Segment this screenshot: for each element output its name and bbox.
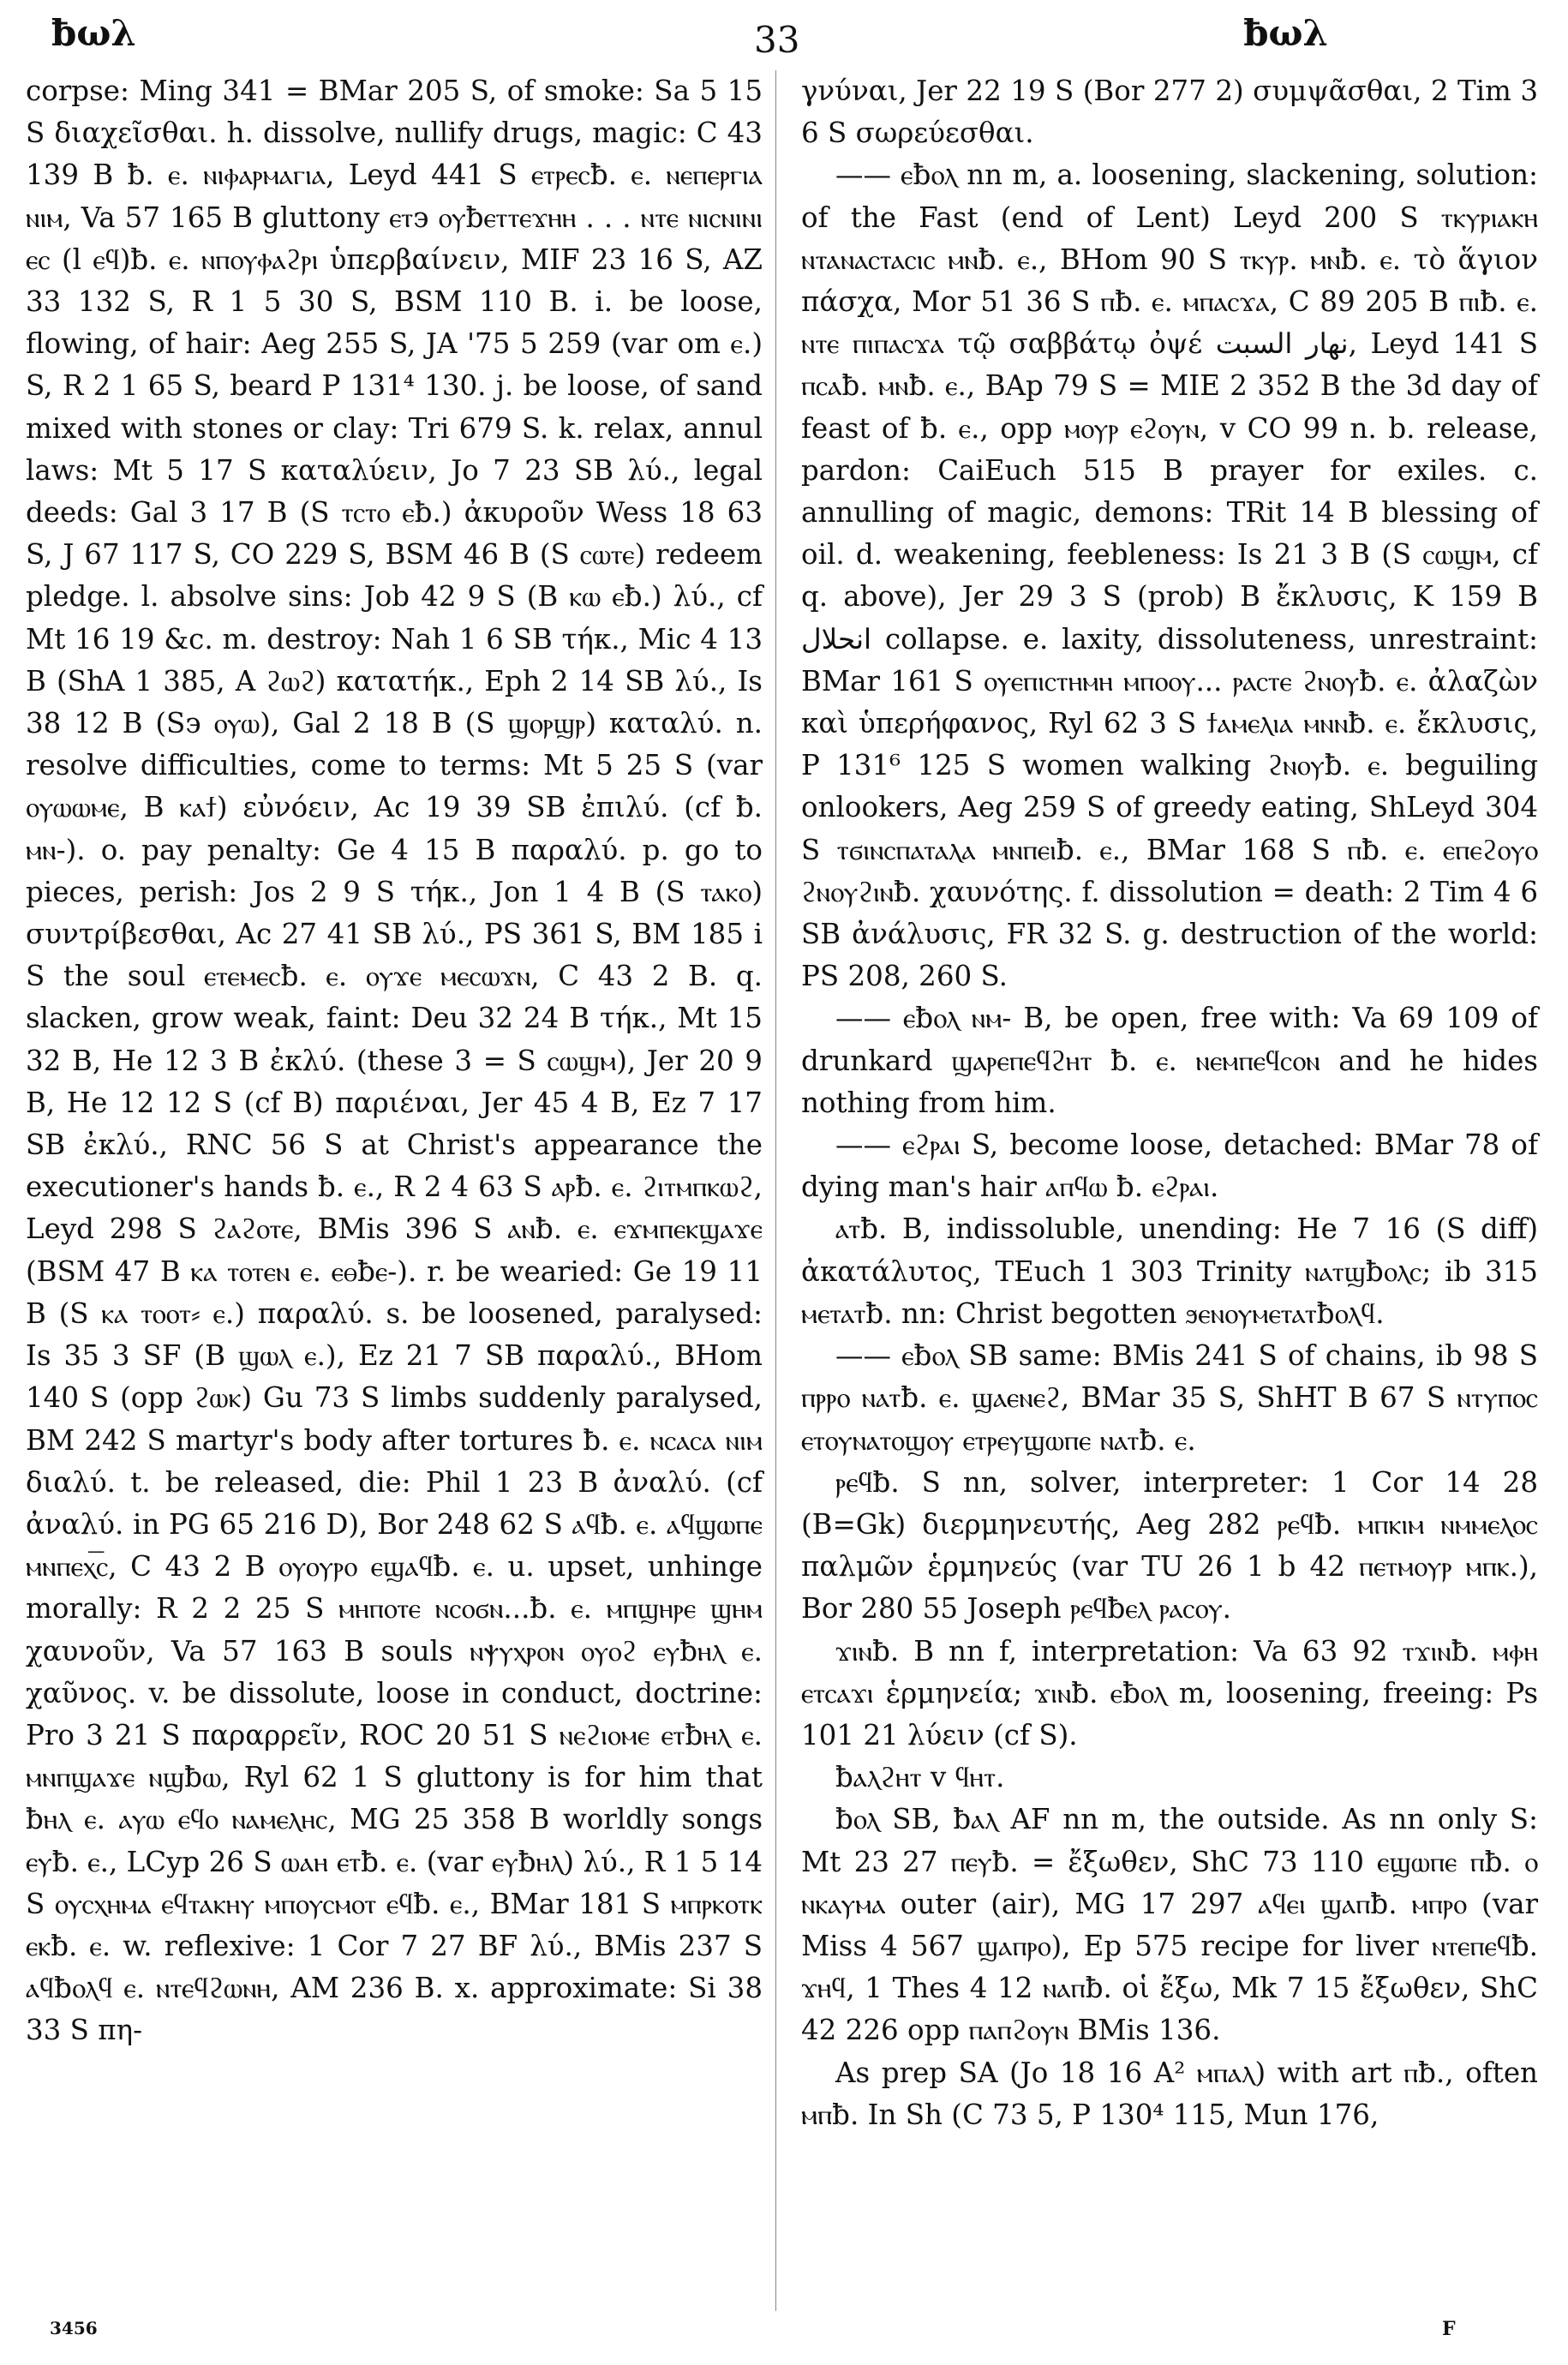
left-running-headword: ƀωλ — [51, 12, 136, 54]
entry-bol: ƀⲟⲗ SB, ƀⲁⲗ AF nn m, the outside. As nn only S: Mt 23 27 ⲡⲉⲩƀ. = ἔξωθεν, ShC 73 110 ⲉϣⲱⲡⲉ ⲡƀ. ⲟ ⲛⲕⲁⲩⲙⲁ outer (air), MG 17 297 ⲁϥⲉⲓ ϣⲁⲡƀ. ⲙⲡⲣⲟ (var Miss 4 567 ϣⲁⲡⲣⲟ), Ep 575 recipe for liver ⲛⲧⲉⲡⲉϥƀ. ϫⲏϥ, 1 Thes 4 12 ⲛⲁⲡƀ. οἱ ἔξω, Mk 7 15 ἔξωθεν, ShC 42 226 opp ⲡⲁⲡϩⲟⲩⲛ BMis 136. — [801, 1803, 1538, 2047]
page-header — [0, 12, 1568, 63]
entry-ehrai: —— ⲉϩⲣⲁⲓ S, become loose, detached: BMar 78 of dying man's hair ⲁⲡϥⲱ ƀ. ⲉϩⲣⲁⲓ. — [801, 1129, 1538, 1204]
left-column-paragraph: corpse: Ming 341 = BMar 205 S, of smoke: Sa 5 15 S διαχεῖσθαι. h. dissolve, nullify drugs, magic: C 43 139 B ƀ. ⲉ. ⲛⲓⲫⲁⲣⲙⲁⲅⲓⲁ, Leyd 441 S ⲉⲧⲣⲉⲥƀ. ⲉ. ⲛⲉⲡⲉⲣⲅⲓⲁ ⲛⲓⲙ, Va 57 165 B gluttony ⲉⲧ϶ ⲟⲩƀⲉⲧⲧⲉϫⲏⲏ . . . ⲛⲧⲉ ⲛⲓⲥⲛⲓⲛⲓ ⲉⲥ (l ⲉϥ)ƀ. ⲉ. ⲛⲡⲟⲩⲫⲁϩⲣⲓ ὑπερβαίνειν, MIF 23 16 S, AZ 33 132 S, R 1 5 30 S, BSM 110 B. i. be loose, flowing, of hair: Aeg 255 S, JA '75 5 259 (var om ⲉ.) S, R 2 1 65 S, beard P 131⁴ 130. j. be loose, of sand mixed with stones or clay: Tri 679 S. k. relax, annul laws: Mt 5 17 S καταλύειν, Jo 7 23 SB λύ., legal deeds: Gal 3 17 B (S ⲧⲥⲧⲟ ⲉƀ.) ἀκυροῦν Wess 18 63 S, J 67 117 S, CO 229 S, BSM 46 B (S ⲥⲱⲧⲉ) redeem pledge. l. absolve sins: Job 42 9 S (B ⲕⲱ ⲉƀ.) λύ., cf Mt 16 19 &c. m. destroy: Nah 1 6 SB τήκ., Mic 4 13 B (ShA 1 385, A ϩⲱϩ) κατατήκ., Eph 2 14 SB λύ., Is 38 12 B (S϶ ⲟⲩⲱ), Gal 2 18 B (S ϣⲟⲣϣⲣ) καταλύ. n. resolve difficulties, come to terms: Mt 5 25 S (var ⲟⲩⲱⲱⲙⲉ, B ⲕⲁϯ) εὐνόειν, Ac 19 39 SB ἐπιλύ. (cf ƀ. ⲙⲛ-). o. pay penalty: Ge 4 15 B παραλύ. p. go to pieces, perish: Jos 2 9 S τήκ., Jon 1 4 B (S ⲧⲁⲕⲟ) συντρίβεσθαι, Ac 27 41 SB λύ., PS 361 S, BM 185 i S the soul ⲉⲧⲉⲙⲉⲥƀ. ⲉ. ⲟⲩϫⲉ ⲙⲉⲥⲱϫⲛ, C 43 2 B. q. slacken, grow weak, faint: Deu 32 24 B τήκ., Mt 15 32 B, He 12 3 B ἐκλύ. (these 3 = S ⲥⲱϣⲙ), Jer 20 9 B, He 12 12 S (cf B) παριέναι, Jer 45 4 B, Ez 7 17 SB ἐκλύ., RNC 56 S at Christ's appearance the executioner's hands ƀ. ⲉ., R 2 4 63 S ⲁⲣƀ. ⲉ. ϩⲓⲧⲙⲡⲕⲱϩ, Leyd 298 S ϩⲁϩⲟⲧⲉ, BMis 396 S ⲁⲛƀ. ⲉ. ⲉϫⲙⲡⲉⲕϣⲁϫⲉ (BSM 47 B ⲕⲁ ⲧⲟⲧⲉⲛ ⲉ. ⲉⲑƀⲉ-). r. be wearied: Ge 19 11 B (S ⲕⲁ ⲧⲟⲟⲧ⸗ ⲉ.) παραλύ. s. be loosened, paralysed: Is 35 3 SF (B ϣⲱⲗ ⲉ.), Ez 21 7 SB παραλύ., BHom 140 S (opp ϩⲱⲕ) Gu 73 S limbs suddenly paralysed, BM 242 S martyr's body after tortures ƀ. ⲉ. ⲛⲥⲁⲥⲁ ⲛⲓⲙ διαλύ. t. be released, die: Phil 1 23 B ἀναλύ. (cf ἀναλύ. in PG 65 216 D), Bor 248 62 S ⲁϥƀ. ⲉ. ⲁϥϣⲱⲡⲉ ⲙⲛⲡⲉⲭ͞ⲥ, C 43 2 B ⲟⲩⲟⲩⲣⲟ ⲉϣⲁϥƀ. ⲉ. u. upset, unhinge morally: R 2 2 25 S ⲙⲏⲡⲟⲧⲉ ⲛⲥⲟϭⲛ...ƀ. ⲉ. ⲙⲡϣⲏⲣⲉ ϣⲏⲙ χαυνοῦν, Va 57 163 B souls ⲛⲯⲩⲭⲣⲟⲛ ⲟⲩⲟϩ ⲉⲩƀⲏⲗ ⲉ. χαῦνος. v. be dissolute, loose in conduct, doctrine: Pro 3 21 S παραρρεῖν, ROC 20 51 S ⲛⲉϩⲓⲟⲙⲉ ⲉⲧƀⲏⲗ ⲉ. ⲙⲛⲡϣⲁϫⲉ ⲛϣƀⲱ, Ryl 62 1 S gluttony is for him that ƀⲏⲗ ⲉ. ⲁⲩⲱ ⲉϥⲟ ⲛⲁⲙⲉⲗⲏⲥ, MG 25 358 B worldly songs ⲉⲩƀ. ⲉ., LCyp 26 S ⲱⲁⲏ ⲉⲧƀ. ⲉ. (var ⲉⲩƀⲏⲗ) λύ., R 1 5 14 S ⲟⲩⲥⲭⲏⲙⲁ ⲉϥⲧⲁⲕⲏⲩ ⲙⲡⲟⲩⲥⲙⲟⲧ ⲉϥƀ. ⲉ., BMar 181 S ⲙⲡⲣⲕⲟⲧⲕ ⲉⲕƀ. ⲉ. w. reflexive: 1 Cor 7 27 BF λύ., BMis 237 S ⲁϥƀⲟⲗϥ ⲉ. ⲛⲧⲉϥϩⲱⲛⲏ, AM 236 B. x. approximate: Si 38 33 S πη- — [26, 75, 763, 2047]
left-column — [26, 70, 763, 2052]
page-number: 33 — [754, 19, 800, 61]
entry-balhet: ƀⲁⲗϩⲏⲧ v ϥⲏⲧ. — [835, 1761, 1005, 1794]
entry-refb: ⲣⲉϥƀ. S nn, solver, interpreter: 1 Cor 14 28 (B=Gk) διερμηνευτής, Aeg 282 ⲣⲉϥƀ. ⲙⲡⲕⲓⲙ ⲛⲙⲙⲉⲗⲟⲥ παλμῶν ἑρμηνεύς (var TU 26 1 b 42 ⲡⲉⲧⲙⲟⲩⲣ ⲙⲡⲕ.), Bor 280 55 Joseph ⲣⲉϥƀⲉⲗ ⲣⲁⲥⲟⲩ. — [801, 1465, 1538, 1626]
right-column — [801, 70, 1538, 2136]
entry-atb-ebol: —— ⲉƀⲟⲗ SB same: BMis 241 S of chains, ib 98 S ⲡⲣⲣⲟ ⲛⲁⲧƀ. ⲉ. ϣⲁⲉⲛⲉϩ, BMar 35 S, ShHT B 67 S ⲛⲧⲩⲡⲟⲥ ⲉⲧⲟⲩⲛⲁⲧⲟϣⲟⲩ ⲉⲧⲣⲉⲩϣⲱⲡⲉ ⲛⲁⲧƀ. ⲉ. — [801, 1339, 1538, 1457]
gathering-mark: F — [1442, 2318, 1456, 2340]
entry-ebol-nem: —— ⲉƀⲟⲗ ⲛⲙ- B, be open, free with: Va 69 109 of drunkard ϣⲁⲣⲉⲡⲉϥϩⲏⲧ ƀ. ⲉ. ⲛⲉⲙⲡⲉϥⲥⲟⲛ and he hides nothing from him. — [801, 1002, 1538, 1119]
column-divider — [775, 70, 776, 2311]
entry-ebol-nn: —— ⲉƀⲟⲗ nn m, a. loosening, slackening, solution: of the Fast (end of Lent) Leyd 200 S ⲧⲕⲩⲣⲓⲁⲕⲏ ⲛⲧⲁⲛⲁⲥⲧⲁⲥⲓⲥ ⲙⲛƀ. ⲉ., BHom 90 S ⲧⲕⲩⲣ. ⲙⲛƀ. ⲉ. τὸ ἅγιον πάσχα, Mor 51 36 S ⲡƀ. ⲉ. ⲙⲡⲁⲥϫⲁ, C 89 205 B ⲡⲓƀ. ⲉ. ⲛⲧⲉ ⲡⲓⲡⲁⲥϫⲁ τῷ σαββάτῳ ὀψέ نهار السبت, Leyd 141 S ⲡⲥⲁƀ. ⲙⲛƀ. ⲉ., BAp 79 S = MIE 2 352 B the 3d day of feast of ƀ. ⲉ., opp ⲙⲟⲩⲣ ⲉϩⲟⲩⲛ, v CO 99 n. b. release, pardon: CaiEuch 515 B prayer for exiles. c. annulling of magic, demons: TRit 14 B blessing of oil. d. weakening, feebleness: Is 21 3 B (S ⲥⲱϣⲙ, cf q. above), Jer 29 3 S (prob) B ἔκλυσις, K 159 B انحلال collapse. e. laxity, dissoluteness, unrestraint: BMar 161 S ⲟⲩⲉⲡⲓⲥⲧⲏⲙⲏ ⲙⲡⲟⲟⲩ... ⲣⲁⲥⲧⲉ ϩⲛⲟⲩƀ. ⲉ. ἀλαζὼν καὶ ὑπερήφανος, Ryl 62 3 S ϯⲁⲙⲉⲗⲓⲁ ⲙⲛⲛƀ. ⲉ. ἔκλυσις, P 131⁶ 125 S women walking ϩⲛⲟⲩƀ. ⲉ. beguiling onlookers, Aeg 259 S of greedy eating, ShLeyd 304 S ⲧϭⲓⲛⲥⲡⲁⲧⲁⲗⲁ ⲙⲛⲡⲉⲓƀ. ⲉ., BMar 168 S ⲡƀ. ⲉ. ⲉⲡⲉϩⲟⲩⲟ ϩⲛⲟⲩϩⲓⲛƀ. χαυνότης. f. dissolution = death: 2 Tim 4 6 SB ἀνάλυσις, FR 32 S. g. destruction of the world: PS 208, 260 S. — [801, 159, 1538, 993]
entry-atb: ⲁⲧƀ. B, indissoluble, unending: He 7 16 (S diff) ἀκατάλυτος, TEuch 1 303 Trinity ⲛⲁⲧϣƀⲟⲗⲥ; ib 315 ⲙⲉⲧⲁⲧƀ. nn: Christ begotten ϧⲉⲛⲟⲩⲙⲉⲧⲁⲧƀⲟⲗϥ. — [801, 1212, 1538, 1330]
right-running-headword: ƀωλ — [1243, 12, 1328, 54]
right-column-paragraph: γνύναι, Jer 22 19 S (Bor 277 2) συμψᾶσθαι, 2 Tim 3 6 S σωρεύεσθαι. — [801, 75, 1538, 150]
entry-jinb: ϫⲓⲛƀ. B nn f, interpretation: Va 63 92 ⲧϫⲓⲛƀ. ⲙⲫⲏ ⲉⲧⲥⲁϫⲓ ἑρμηνεία; ϫⲓⲛƀ. ⲉƀⲟⲗ m, loosening, freeing: Ps 101 21 λύειν (cf S). — [801, 1634, 1538, 1751]
page-footer — [0, 2318, 1568, 2352]
entry-bol-prep: As prep SA (Jo 18 16 A² ⲙⲡⲁⲗ) with art ⲡƀ., often ⲙⲡƀ. In Sh (C 73 5, P 130⁴ 115, Mun 176, — [801, 2056, 1538, 2131]
printer-signature: 3456 — [50, 2318, 98, 2338]
